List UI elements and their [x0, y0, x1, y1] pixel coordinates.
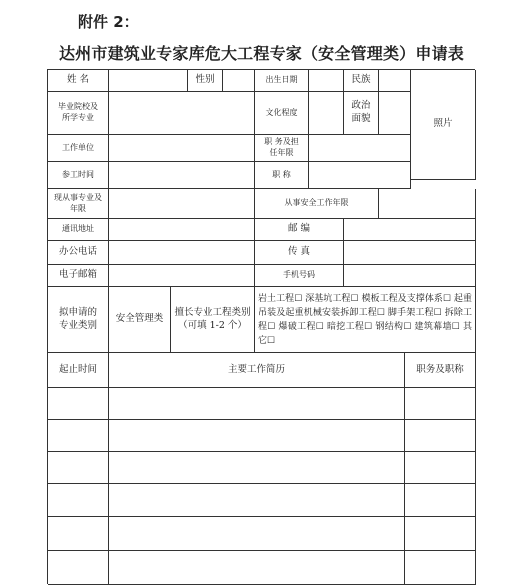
education-label: 文化程度	[255, 92, 309, 135]
resume-history-header: 主要工作简历	[109, 353, 405, 388]
photo-box[interactable]	[411, 70, 476, 180]
specialty-checkbox-list[interactable]: 岩土工程☐ 深基坑工程☐ 模板工程及支撑体系☐ 起重吊装及起重机械安装拆卸工程☐ 脚手架工程☐ 拆除工程☐ 爆破工程☐ 暗挖工程☐ 钢结构☐ 建筑幕墙☐ 其它☐	[255, 287, 476, 353]
resume-history-cell[interactable]	[109, 517, 405, 551]
mobile-field[interactable]	[344, 265, 476, 287]
title-rank-label: 职 称	[255, 162, 309, 189]
fax-label: 传 真	[255, 241, 344, 265]
office-phone-label: 办公电话	[48, 241, 109, 265]
safety-years-field[interactable]	[379, 189, 476, 219]
resume-history-cell[interactable]	[109, 420, 405, 452]
education-field[interactable]	[309, 92, 344, 135]
major-years-field[interactable]	[109, 189, 255, 219]
resume-period-cell[interactable]	[48, 388, 109, 420]
email-field[interactable]	[109, 265, 255, 287]
work-start-label: 参工时间	[48, 162, 109, 189]
resume-history-cell[interactable]	[109, 452, 405, 484]
attachment-label: 附件 2：	[78, 13, 139, 31]
address-label: 通讯地址	[48, 219, 109, 241]
specialty-label: 擅长专业工程类别（可填 1-2 个）	[171, 287, 255, 353]
resume-role-cell[interactable]	[405, 484, 476, 517]
major-years-label: 现从事专业及年限	[48, 189, 109, 219]
resume-period-cell[interactable]	[48, 551, 109, 585]
name-field[interactable]	[109, 70, 188, 92]
school-field[interactable]	[109, 92, 255, 135]
employer-label: 工作单位	[48, 135, 109, 162]
birth-date-field[interactable]	[309, 70, 344, 92]
resume-history-cell[interactable]	[109, 551, 405, 585]
ethnicity-field[interactable]	[379, 70, 411, 92]
application-form-table	[47, 69, 475, 584]
work-start-field[interactable]	[109, 162, 255, 189]
resume-period-header: 起止时间	[48, 353, 109, 388]
resume-role-cell[interactable]	[405, 452, 476, 484]
employer-field[interactable]	[109, 135, 255, 162]
gender-label: 性别	[188, 70, 223, 92]
name-label: 姓 名	[48, 70, 109, 92]
resume-role-header: 职务及职称	[405, 353, 476, 388]
resume-period-cell[interactable]	[48, 484, 109, 517]
title-rank-field[interactable]	[309, 162, 411, 189]
birth-date-label: 出生日期	[255, 70, 309, 92]
photo-label: 照片	[433, 118, 453, 130]
office-phone-field[interactable]	[109, 241, 255, 265]
address-field[interactable]	[109, 219, 255, 241]
email-label: 电子邮箱	[48, 265, 109, 287]
position-label: 职 务及担任年限	[255, 135, 309, 162]
resume-role-cell[interactable]	[405, 388, 476, 420]
ethnicity-label: 民族	[344, 70, 379, 92]
mobile-label: 手机号码	[255, 265, 344, 287]
fax-field[interactable]	[344, 241, 476, 265]
political-label: 政治面貌	[344, 92, 379, 135]
political-field[interactable]	[379, 92, 411, 135]
resume-period-cell[interactable]	[48, 517, 109, 551]
resume-role-cell[interactable]	[405, 420, 476, 452]
resume-history-cell[interactable]	[109, 484, 405, 517]
resume-period-cell[interactable]	[48, 452, 109, 484]
gender-field[interactable]	[223, 70, 255, 92]
resume-role-cell[interactable]	[405, 551, 476, 585]
resume-period-cell[interactable]	[48, 420, 109, 452]
safety-years-label: 从事安全工作年限	[255, 189, 379, 219]
school-label: 毕业院校及所学专业	[48, 92, 109, 135]
postcode-label: 邮 编	[255, 219, 344, 241]
postcode-field[interactable]	[344, 219, 476, 241]
position-field[interactable]	[309, 135, 411, 162]
category-value: 安全管理类	[109, 287, 171, 353]
resume-role-cell[interactable]	[405, 517, 476, 551]
resume-history-cell[interactable]	[109, 388, 405, 420]
form-title: 达州市建筑业专家库危大工程专家（安全管理类）申请表	[58, 44, 464, 63]
applied-category-label: 拟申请的专业类别	[48, 287, 109, 353]
